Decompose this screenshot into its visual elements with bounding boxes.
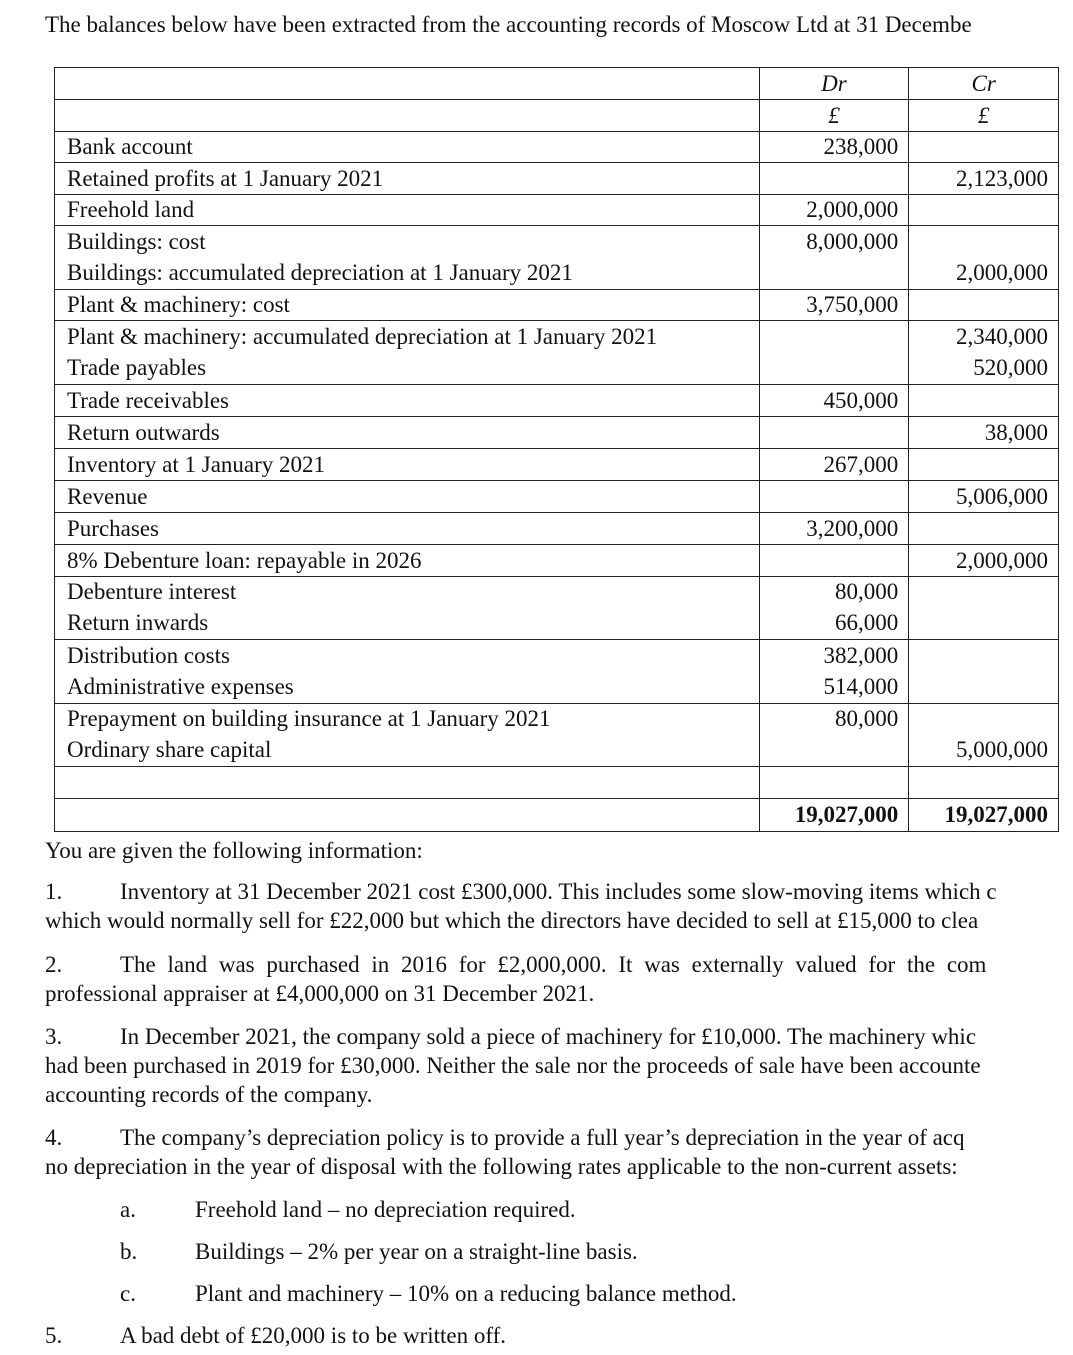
table-row bbox=[55, 132, 1059, 163]
blank-row bbox=[55, 767, 1059, 799]
table-row bbox=[55, 290, 1059, 321]
dr-currency: £ bbox=[759, 100, 909, 132]
item-5-text: A bad debt of £20,000 is to be written off. bbox=[120, 1323, 507, 1348]
item-5-number: 5. bbox=[45, 1323, 63, 1348]
credit-value bbox=[909, 132, 1059, 163]
subitem-c-letter: c. bbox=[120, 1281, 136, 1306]
credit-value bbox=[909, 195, 1059, 226]
debit-value bbox=[759, 735, 909, 767]
account-label: Plant & machinery: accumulated depreciation at 1 January 2021 bbox=[55, 321, 760, 353]
account-label: Trade payables bbox=[55, 353, 760, 385]
table-row bbox=[55, 353, 1059, 385]
header-label-cell bbox=[55, 68, 760, 100]
account-label: Purchases bbox=[55, 513, 760, 545]
blank-cr-cell bbox=[909, 767, 1059, 799]
credit-value: 2,000,000 bbox=[909, 545, 1059, 577]
debit-value: 267,000 bbox=[759, 449, 909, 481]
item-4-line-2: no depreciation in the year of disposal with the following rates applicable to the non-current assets: bbox=[45, 1154, 958, 1179]
debit-value: 80,000 bbox=[759, 577, 909, 608]
table-row bbox=[55, 577, 1059, 608]
item-3-line-2: had been purchased in 2019 for £30,000. Neither the sale nor the proceeds of sale have been accounte bbox=[45, 1053, 981, 1078]
credit-value bbox=[909, 608, 1059, 640]
credit-value bbox=[909, 226, 1059, 258]
debit-value: 2,000,000 bbox=[759, 195, 909, 226]
account-label: Buildings: accumulated depreciation at 1 January 2021 bbox=[55, 258, 760, 290]
item-4-line-1: The company’s depreciation policy is to provide a full year’s depreciation in the year of acq bbox=[120, 1125, 965, 1150]
currency-label-cell bbox=[55, 100, 760, 132]
debit-value: 80,000 bbox=[759, 704, 909, 735]
table-row bbox=[55, 385, 1059, 417]
debit-value bbox=[759, 417, 909, 449]
debit-value: 3,200,000 bbox=[759, 513, 909, 545]
account-label: Plant & machinery: cost bbox=[55, 290, 760, 321]
credit-value bbox=[909, 704, 1059, 735]
account-label: Return inwards bbox=[55, 608, 760, 640]
credit-value bbox=[909, 577, 1059, 608]
subitem-b-letter: b. bbox=[120, 1239, 138, 1264]
item-1-number: 1. bbox=[45, 879, 63, 904]
account-label: Distribution costs bbox=[55, 640, 760, 672]
credit-value bbox=[909, 640, 1059, 672]
credit-value: 520,000 bbox=[909, 353, 1059, 385]
item-3-number: 3. bbox=[45, 1024, 63, 1049]
account-label: Revenue bbox=[55, 481, 760, 513]
account-label: Prepayment on building insurance at 1 January 2021 bbox=[55, 704, 760, 735]
currency-row bbox=[55, 100, 1059, 132]
item-3-line-3: accounting records of the company. bbox=[45, 1082, 373, 1107]
intro-text: The balances below have been extracted from the accounting records of Moscow Ltd at 31 Decembe bbox=[45, 12, 972, 37]
table-row bbox=[55, 258, 1059, 290]
item-4-number: 4. bbox=[45, 1125, 63, 1150]
table-row bbox=[55, 321, 1059, 353]
debit-value: 450,000 bbox=[759, 385, 909, 417]
total-label-cell bbox=[55, 799, 760, 832]
table-row bbox=[55, 735, 1059, 767]
table-row bbox=[55, 704, 1059, 735]
credit-value: 38,000 bbox=[909, 417, 1059, 449]
account-label: Return outwards bbox=[55, 417, 760, 449]
table-row bbox=[55, 449, 1059, 481]
debit-value: 238,000 bbox=[759, 132, 909, 163]
cr-currency: £ bbox=[909, 100, 1059, 132]
table-row bbox=[55, 513, 1059, 545]
account-label: 8% Debenture loan: repayable in 2026 bbox=[55, 545, 760, 577]
cr-header: Cr bbox=[909, 68, 1059, 100]
info-heading: You are given the following information: bbox=[45, 838, 423, 863]
account-label: Trade receivables bbox=[55, 385, 760, 417]
credit-value: 2,000,000 bbox=[909, 258, 1059, 290]
item-2-line-1: The land was purchased in 2016 for £2,000,000. It was externally valued for the com bbox=[120, 952, 987, 977]
trial-balance-table bbox=[54, 67, 1059, 832]
account-label: Debenture interest bbox=[55, 577, 760, 608]
table-row bbox=[55, 163, 1059, 195]
subitem-b-text: Buildings – 2% per year on a straight-line basis. bbox=[195, 1239, 638, 1264]
subitem-a-text: Freehold land – no depreciation required. bbox=[195, 1197, 576, 1222]
account-label: Ordinary share capital bbox=[55, 735, 760, 767]
account-label: Administrative expenses bbox=[55, 672, 760, 704]
credit-value bbox=[909, 449, 1059, 481]
table-row bbox=[55, 672, 1059, 704]
credit-value: 2,340,000 bbox=[909, 321, 1059, 353]
credit-value bbox=[909, 513, 1059, 545]
debit-value bbox=[759, 481, 909, 513]
item-1-line-1: Inventory at 31 December 2021 cost £300,000. This includes some slow-moving items which c bbox=[120, 879, 997, 904]
debit-value: 514,000 bbox=[759, 672, 909, 704]
debit-value bbox=[759, 321, 909, 353]
credit-value bbox=[909, 290, 1059, 321]
debit-value: 3,750,000 bbox=[759, 290, 909, 321]
table-row bbox=[55, 481, 1059, 513]
blank-label-cell bbox=[55, 767, 760, 799]
total-credit: 19,027,000 bbox=[909, 799, 1059, 832]
item-3-line-1: In December 2021, the company sold a piece of machinery for £10,000. The machinery whic bbox=[120, 1024, 977, 1049]
table-row bbox=[55, 545, 1059, 577]
table-row bbox=[55, 640, 1059, 672]
account-label: Freehold land bbox=[55, 195, 760, 226]
debit-value bbox=[759, 545, 909, 577]
item-1-line-2: which would normally sell for £22,000 but which the directors have decided to sell at £15,000 to clea bbox=[45, 908, 979, 933]
item-2-number: 2. bbox=[45, 952, 63, 977]
debit-value bbox=[759, 353, 909, 385]
credit-value: 2,123,000 bbox=[909, 163, 1059, 195]
header-row bbox=[55, 68, 1059, 100]
debit-value bbox=[759, 258, 909, 290]
debit-value: 382,000 bbox=[759, 640, 909, 672]
credit-value bbox=[909, 385, 1059, 417]
account-label: Bank account bbox=[55, 132, 760, 163]
table-row bbox=[55, 608, 1059, 640]
dr-header: Dr bbox=[759, 68, 909, 100]
table-row bbox=[55, 417, 1059, 449]
credit-value: 5,000,000 bbox=[909, 735, 1059, 767]
debit-value bbox=[759, 163, 909, 195]
subitem-c-text: Plant and machinery – 10% on a reducing balance method. bbox=[195, 1281, 737, 1306]
table-row bbox=[55, 226, 1059, 258]
credit-value: 5,006,000 bbox=[909, 481, 1059, 513]
account-label: Retained profits at 1 January 2021 bbox=[55, 163, 760, 195]
debit-value: 8,000,000 bbox=[759, 226, 909, 258]
total-row bbox=[55, 799, 1059, 832]
table-row bbox=[55, 195, 1059, 226]
total-debit: 19,027,000 bbox=[759, 799, 909, 832]
debit-value: 66,000 bbox=[759, 608, 909, 640]
item-2-line-2: professional appraiser at £4,000,000 on 31 December 2021. bbox=[45, 981, 595, 1006]
account-label: Inventory at 1 January 2021 bbox=[55, 449, 760, 481]
subitem-a-letter: a. bbox=[120, 1197, 136, 1222]
blank-dr-cell bbox=[759, 767, 909, 799]
account-label: Buildings: cost bbox=[55, 226, 760, 258]
credit-value bbox=[909, 672, 1059, 704]
